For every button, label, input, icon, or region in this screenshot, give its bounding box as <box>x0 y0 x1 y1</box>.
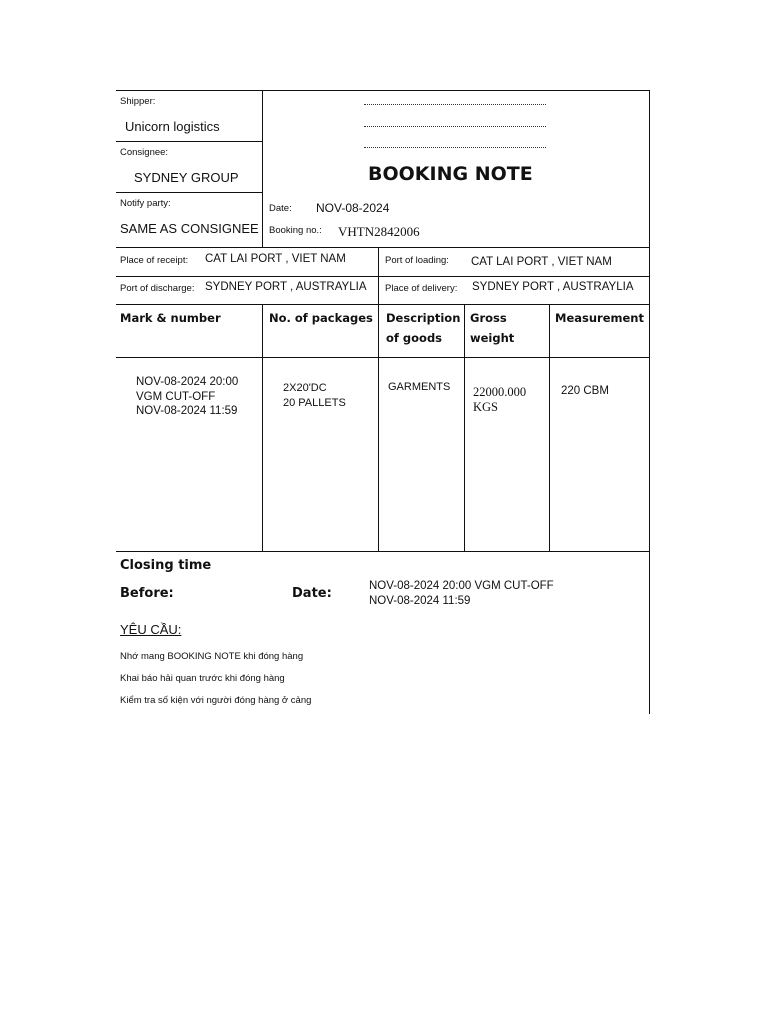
closing-time-title: Closing time <box>120 558 212 573</box>
col-divider-3 <box>464 305 465 552</box>
dotted-line-1 <box>364 104 546 105</box>
left-col-divider <box>262 90 263 247</box>
closing-date-label: Date: <box>292 586 332 601</box>
place-of-receipt-label: Place of receipt: <box>120 255 189 266</box>
row-mark-number: NOV-08-2024 20:00 VGM CUT-OFF NOV-08-2024 11:59 <box>136 376 239 417</box>
port-of-discharge-value: SYDNEY PORT , AUSTRAYLIA <box>205 281 367 293</box>
consignee-bottom-rule <box>116 192 263 193</box>
document-title: BOOKING NOTE <box>368 163 533 185</box>
dotted-line-3 <box>364 147 546 148</box>
dotted-line-2 <box>364 126 546 127</box>
col-header-description-line1: Description <box>386 311 461 325</box>
top-border <box>116 90 650 91</box>
port-of-discharge-label: Port of discharge: <box>120 283 195 294</box>
col-header-description-line2: of goods <box>386 331 443 345</box>
closing-date-value: NOV-08-2024 20:00 VGM CUT-OFF NOV-08-2024 11:59 <box>369 580 554 607</box>
notify-party-label: Notify party: <box>120 198 171 209</box>
ports-row2-bottom-rule <box>116 304 650 305</box>
port-of-loading-value: CAT LAI PORT , VIET NAM <box>471 256 612 268</box>
col-divider-2 <box>378 305 379 552</box>
booking-no-value: VHTN2842006 <box>338 224 420 239</box>
col-header-packages: No. of packages <box>269 311 373 325</box>
row-description: GARMENTS <box>388 381 451 393</box>
row-gross-weight: 22000.000 KGS <box>473 385 527 414</box>
col-header-measurement: Measurement <box>555 311 644 325</box>
right-border <box>649 90 650 714</box>
place-of-delivery-label: Place of delivery: <box>385 283 458 294</box>
shipper-bottom-rule <box>116 141 263 142</box>
port-of-loading-label: Port of loading: <box>385 255 449 266</box>
row-measurement: 220 CBM <box>561 385 609 397</box>
shipper-label: Shipper: <box>120 96 156 107</box>
table-header-bottom-rule <box>116 357 650 358</box>
col-divider-4 <box>549 305 550 552</box>
ports-mid-divider <box>378 247 379 305</box>
requirement-item: Kiểm tra số kiện với người đóng hàng ở cảng <box>120 695 312 706</box>
requirement-item: Khai báo hải quan trước khi đóng hàng <box>120 673 285 684</box>
header-block-bottom-rule <box>116 247 650 248</box>
col-divider-1 <box>262 305 263 552</box>
col-header-mark-number: Mark & number <box>120 311 221 325</box>
booking-no-label: Booking no.: <box>269 225 322 236</box>
consignee-label: Consignee: <box>120 147 169 158</box>
table-bottom-rule <box>116 551 650 552</box>
notify-party-value: SAME AS CONSIGNEE <box>120 221 259 236</box>
shipper-value: Unicorn logistics <box>125 119 220 134</box>
col-header-gross-line1: Gross <box>470 311 507 325</box>
row-packages: 2X20'DC 20 PALLETS <box>283 382 346 409</box>
requirement-item: Nhớ mang BOOKING NOTE khi đóng hàng <box>120 651 304 662</box>
place-of-receipt-value: CAT LAI PORT , VIET NAM <box>205 253 346 265</box>
date-value: NOV-08-2024 <box>316 201 390 215</box>
ports-row1-bottom-rule <box>116 276 650 277</box>
closing-before-label: Before: <box>120 586 174 601</box>
place-of-delivery-value: SYDNEY PORT , AUSTRAYLIA <box>472 281 634 293</box>
requirements-title: YÊU CẦU: <box>120 622 182 637</box>
date-label: Date: <box>269 203 292 214</box>
consignee-value: SYDNEY GROUP <box>134 170 239 185</box>
col-header-gross-line2: weight <box>470 331 515 345</box>
